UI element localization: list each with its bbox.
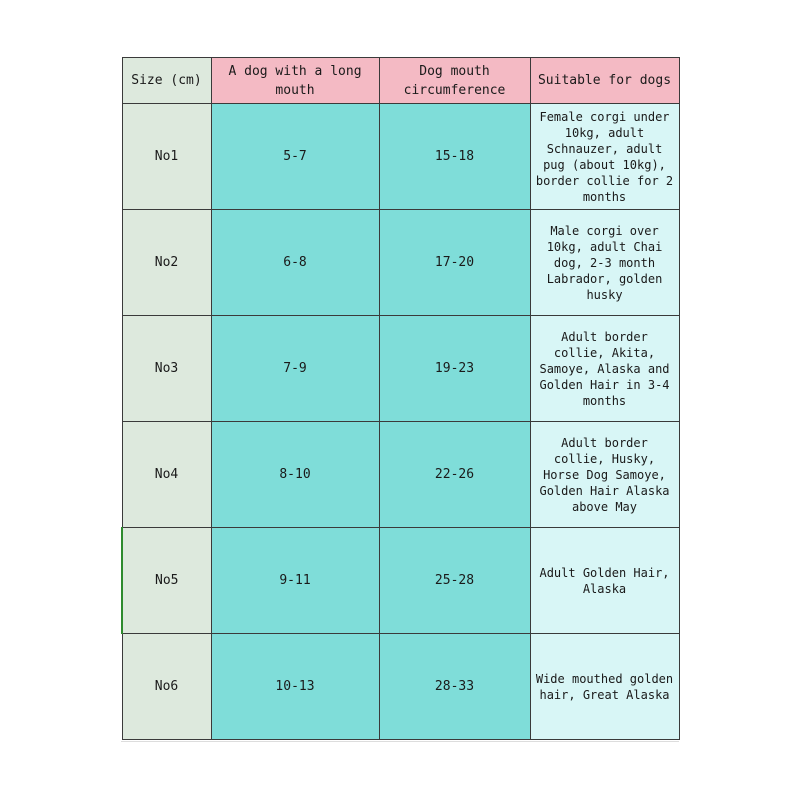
long-mouth-cell: 5-7 bbox=[211, 104, 379, 210]
size-cell: No5 bbox=[122, 528, 211, 634]
long-mouth-cell: 7-9 bbox=[211, 316, 379, 422]
circumference-cell: 25-28 bbox=[379, 528, 530, 634]
table-row bbox=[122, 316, 679, 422]
long-mouth-cell: 9-11 bbox=[211, 528, 379, 634]
table-row bbox=[122, 104, 679, 210]
size-cell: No4 bbox=[122, 422, 211, 528]
long-mouth-cell: 10-13 bbox=[211, 634, 379, 740]
table-row bbox=[122, 528, 679, 634]
size-cell: No3 bbox=[122, 316, 211, 422]
size-cell: No2 bbox=[122, 210, 211, 316]
circumference-cell: 15-18 bbox=[379, 104, 530, 210]
header-suitable: Suitable for dogs bbox=[530, 58, 679, 104]
table-row bbox=[122, 422, 679, 528]
suitable-dogs-cell: Adult border collie, Husky, Horse Dog Samoye, Golden Hair Alaska above May bbox=[530, 422, 679, 528]
header-size: Size (cm) bbox=[122, 58, 211, 104]
size-cell: No1 bbox=[122, 104, 211, 210]
suitable-dogs-cell: Adult border collie, Akita, Samoye, Alaska and Golden Hair in 3-4 months bbox=[530, 316, 679, 422]
table-row bbox=[122, 634, 679, 740]
header-long-mouth: A dog with a long mouth bbox=[211, 58, 379, 104]
circumference-cell: 19-23 bbox=[379, 316, 530, 422]
suitable-dogs-cell: Wide mouthed golden hair, Great Alaska bbox=[530, 634, 679, 740]
suitable-dogs-cell: Female corgi under 10kg, adult Schnauzer, adult pug (about 10kg), border collie for 2 months bbox=[530, 104, 679, 210]
suitable-dogs-cell: Male corgi over 10kg, adult Chai dog, 2-3 month Labrador, golden husky bbox=[530, 210, 679, 316]
table-row bbox=[122, 210, 679, 316]
circumference-cell: 22-26 bbox=[379, 422, 530, 528]
suitable-dogs-cell: Adult Golden Hair, Alaska bbox=[530, 528, 679, 634]
size-chart-table bbox=[121, 57, 680, 740]
header-row bbox=[122, 58, 679, 104]
circumference-cell: 17-20 bbox=[379, 210, 530, 316]
long-mouth-cell: 8-10 bbox=[211, 422, 379, 528]
bottom-divider bbox=[121, 741, 679, 742]
circumference-cell: 28-33 bbox=[379, 634, 530, 740]
size-cell: No6 bbox=[122, 634, 211, 740]
header-circumference: Dog mouth circumference bbox=[379, 58, 530, 104]
long-mouth-cell: 6-8 bbox=[211, 210, 379, 316]
